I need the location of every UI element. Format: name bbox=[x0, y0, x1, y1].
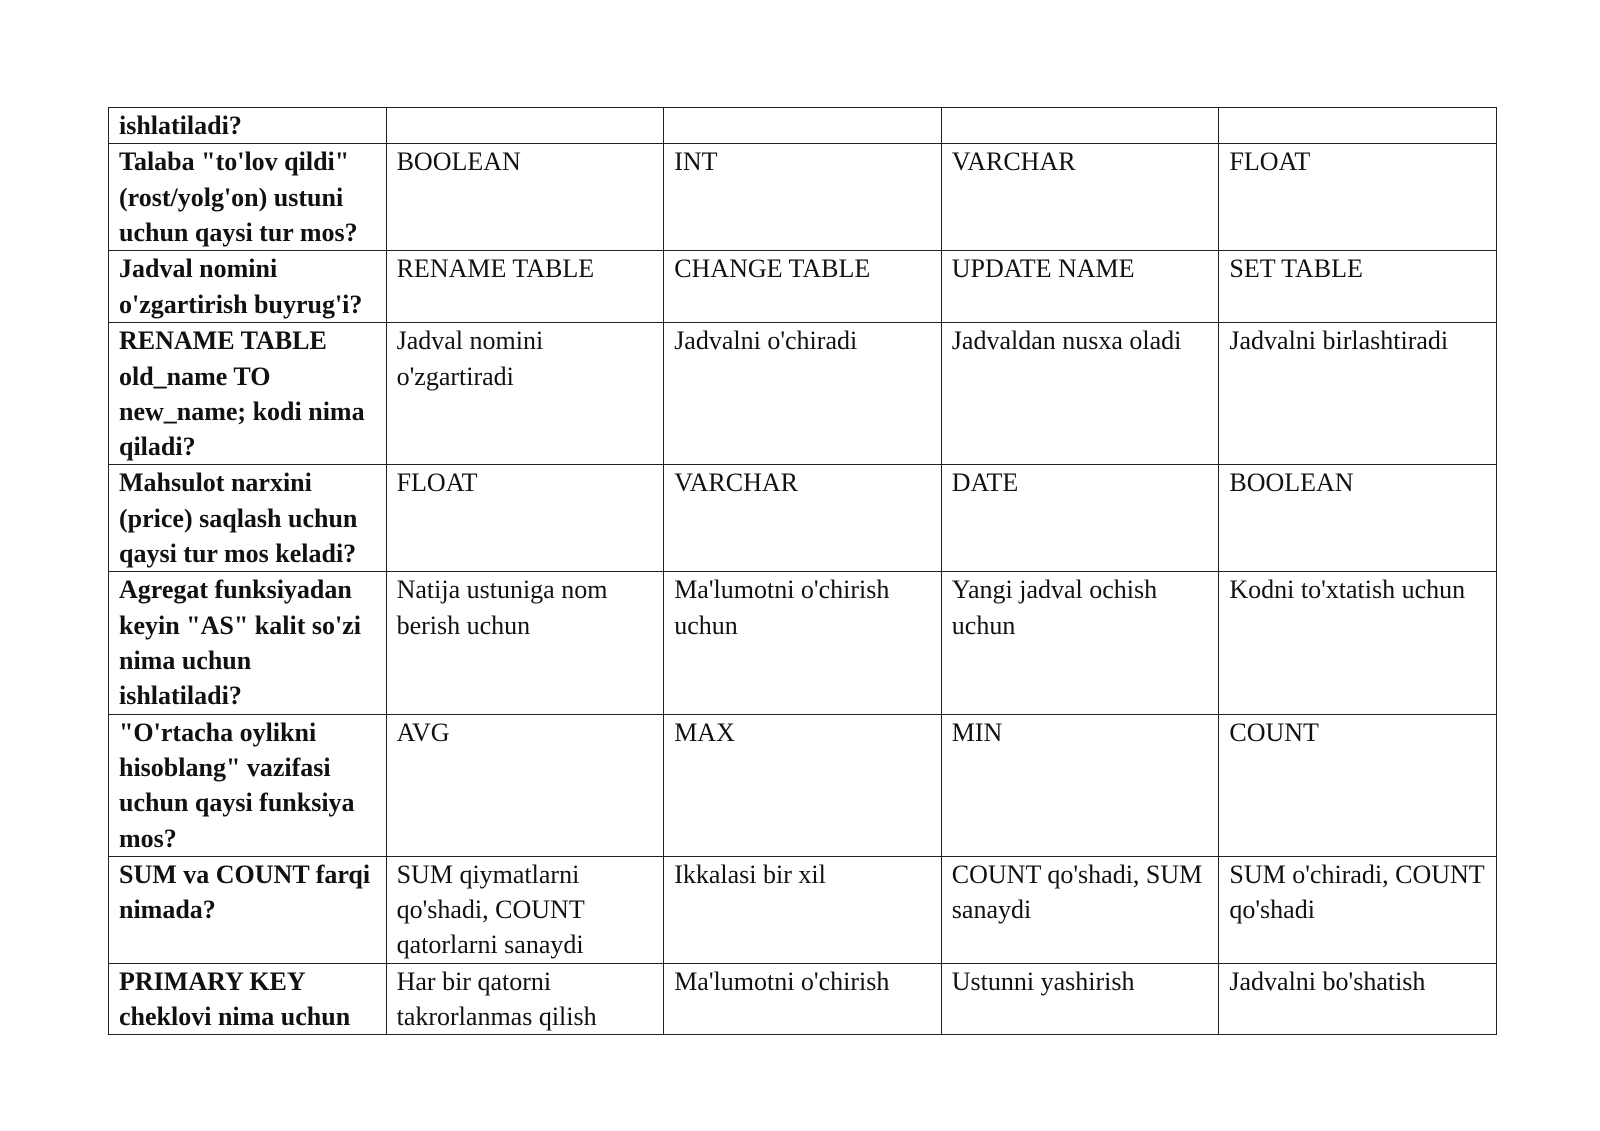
option-b-cell: CHANGE TABLE bbox=[664, 251, 942, 323]
option-c-cell: VARCHAR bbox=[941, 144, 1219, 251]
option-b-cell: VARCHAR bbox=[664, 465, 942, 572]
option-c-cell: Yangi jadval ochish uchun bbox=[941, 572, 1219, 714]
question-cell: PRIMARY KEY cheklovi nima uchun bbox=[109, 963, 387, 1035]
option-b-cell: Jadvalni o'chiradi bbox=[664, 323, 942, 465]
question-cell: Jadval nomini o'zgartirish buyrug'i? bbox=[109, 251, 387, 323]
table-row bbox=[109, 108, 1497, 144]
option-d-cell: SET TABLE bbox=[1219, 251, 1497, 323]
option-c-cell: COUNT qo'shadi, SUM sanaydi bbox=[941, 856, 1219, 963]
table-row bbox=[109, 251, 1497, 323]
table-row bbox=[109, 465, 1497, 572]
question-cell: Talaba "to'lov qildi" (rost/yolg'on) ustuni uchun qaysi tur mos? bbox=[109, 144, 387, 251]
table-row bbox=[109, 714, 1497, 856]
option-d-cell: Jadvalni birlashtiradi bbox=[1219, 323, 1497, 465]
question-cell: SUM va COUNT farqi nimada? bbox=[109, 856, 387, 963]
option-b-cell: Ma'lumotni o'chirish uchun bbox=[664, 572, 942, 714]
option-c-cell: Jadvaldan nusxa oladi bbox=[941, 323, 1219, 465]
option-c-cell bbox=[941, 108, 1219, 144]
table-row bbox=[109, 963, 1497, 1035]
option-b-cell: Ma'lumotni o'chirish bbox=[664, 963, 942, 1035]
option-c-cell: MIN bbox=[941, 714, 1219, 856]
option-d-cell: SUM o'chiradi, COUNT qo'shadi bbox=[1219, 856, 1497, 963]
option-b-cell: Ikkalasi bir xil bbox=[664, 856, 942, 963]
option-b-cell bbox=[664, 108, 942, 144]
option-d-cell: FLOAT bbox=[1219, 144, 1497, 251]
option-a-cell bbox=[386, 108, 664, 144]
option-c-cell: DATE bbox=[941, 465, 1219, 572]
option-d-cell: Kodni to'xtatish uchun bbox=[1219, 572, 1497, 714]
table-row bbox=[109, 144, 1497, 251]
option-a-cell: FLOAT bbox=[386, 465, 664, 572]
option-a-cell: BOOLEAN bbox=[386, 144, 664, 251]
option-c-cell: UPDATE NAME bbox=[941, 251, 1219, 323]
option-a-cell: Har bir qatorni takrorlanmas qilish bbox=[386, 963, 664, 1035]
option-d-cell: Jadvalni bo'shatish bbox=[1219, 963, 1497, 1035]
option-d-cell: BOOLEAN bbox=[1219, 465, 1497, 572]
option-a-cell: Natija ustuniga nom berish uchun bbox=[386, 572, 664, 714]
quiz-table bbox=[108, 107, 1497, 1035]
table-row bbox=[109, 572, 1497, 714]
option-b-cell: MAX bbox=[664, 714, 942, 856]
table-row bbox=[109, 856, 1497, 963]
option-a-cell: SUM qiymatlarni qo'shadi, COUNT qatorlarni sanaydi bbox=[386, 856, 664, 963]
question-cell: ishlatiladi? bbox=[109, 108, 387, 144]
option-d-cell bbox=[1219, 108, 1497, 144]
question-cell: Agregat funksiyadan keyin "AS" kalit so'zi nima uchun ishlatiladi? bbox=[109, 572, 387, 714]
table-row bbox=[109, 323, 1497, 465]
question-cell: "O'rtacha oylikni hisoblang" vazifasi uchun qaysi funksiya mos? bbox=[109, 714, 387, 856]
option-b-cell: INT bbox=[664, 144, 942, 251]
question-cell: Mahsulot narxini (price) saqlash uchun qaysi tur mos keladi? bbox=[109, 465, 387, 572]
option-a-cell: RENAME TABLE bbox=[386, 251, 664, 323]
question-cell: RENAME TABLE old_name TO new_name; kodi nima qiladi? bbox=[109, 323, 387, 465]
option-c-cell: Ustunni yashirish bbox=[941, 963, 1219, 1035]
option-d-cell: COUNT bbox=[1219, 714, 1497, 856]
option-a-cell: Jadval nomini o'zgartiradi bbox=[386, 323, 664, 465]
option-a-cell: AVG bbox=[386, 714, 664, 856]
